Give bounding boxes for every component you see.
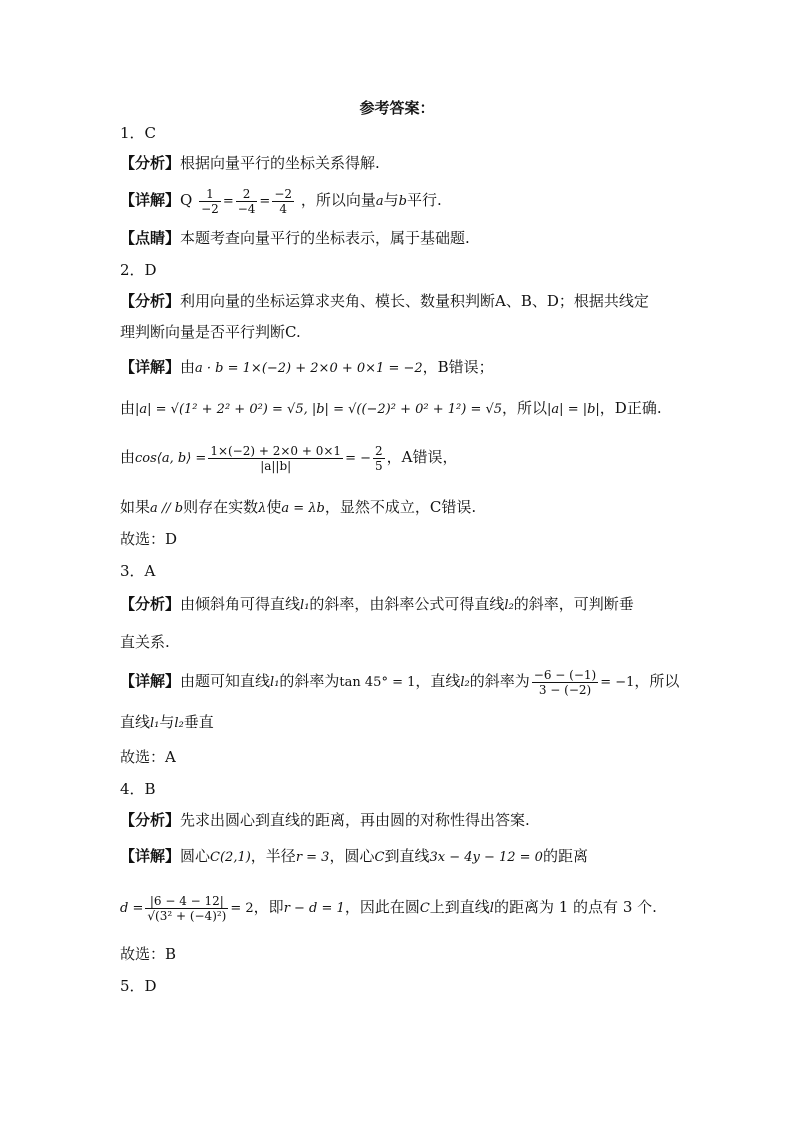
q5-number: 5．D [120,977,157,995]
q3-l2-l1: l₁ [150,716,160,731]
q1-detail-tag: 【详解】 [120,191,181,209]
q1-point-tag: 【点睛】 [120,229,181,247]
q3-d-l2: l₂ [460,675,470,690]
q2-cos-eq: = − [345,451,371,466]
q2-analysis-line2: 理判断向量是否平行判断C. [120,323,301,341]
q3-d-c: ，直线 [415,672,461,690]
q4-detail-line1 [120,846,588,868]
q3-detail-tag: 【详解】 [120,672,181,690]
q3-l2-l2: l₂ [174,716,184,731]
q4-c: C [374,850,385,865]
q2-analysis-tag: 【分析】 [120,292,181,310]
q1-point [120,228,470,248]
q2-dot-product: a · b = 1×(−2) + 2×0 + 0×1 = −2 [195,361,423,376]
q2-d3-post: ，A错误， [386,448,458,466]
q1-frac-1: $\frac{1}{-2}$ [201,186,219,216]
q3-analysis-line1 [120,594,634,616]
q3-l2-c: 垂直 [183,713,214,731]
q3-d-d: 的斜率为 [469,672,530,690]
q3-analysis-tag: 【分析】 [120,595,181,613]
q2-d4-mid: 则存在实数 [183,498,259,516]
q2-d3-pre: 由 [120,448,136,466]
q3-tan: tan 45° = 1 [339,675,416,690]
q2-cos-value: $\frac{2}{5}$ [375,443,383,473]
q3-d-b: 的斜率为 [279,672,340,690]
q4-center: C(2,1) [210,850,251,865]
q2-d4-pre: 如果 [120,498,151,516]
q4-d-a: 圆心 [180,847,211,865]
q1-parallel: 平行. [406,191,442,209]
q4-dist-frac: $\frac{|6 - 4 - 12|}{\text{√(3² + (−4)²)}}$ [147,893,227,923]
q4-choice: 故选：B [120,945,177,963]
q3-detail-line1 [120,666,679,698]
q2-d2-pre: 由 [120,399,136,417]
q1-number: 1．C [120,124,157,142]
q2-d2-post: ，D正确. [599,399,662,417]
q2-d4-post: ，显然不成立，C错误. [324,498,477,516]
q3-l1: l₁ [300,598,310,613]
q4-c2: C [419,901,430,916]
q2-lambda: λ [258,501,267,516]
q4-radius: r = 3 [295,850,330,865]
q2-analysis-text1: 利用向量的坐标运算求夹角、模长、数量积判断A、B、D；根据共线定 [180,292,649,310]
q4-analysis [120,810,530,830]
q1-analysis-text: 根据向量平行的坐标关系得解. [180,154,380,172]
q2-cos-frac: $\frac{1\times(-2) + 2\times 0 + 0\times 1}{|a||b|}$ [210,443,342,473]
page-title: 参考答案： [359,99,435,117]
q4-dist-lhs: d = [120,901,144,916]
q1-detail-post: ，所以向量 [300,191,376,209]
q4-d-d: 到直线 [384,847,430,865]
q4-analysis-text: 先求出圆心到直线的距离，再由圆的对称性得出答案. [180,811,530,829]
q3-analysis-line2: 直关系. [120,633,170,651]
q4-analysis-tag: 【分析】 [120,811,181,829]
q1-vec-b: b [398,194,407,209]
q2-d4-mid2: 使 [266,498,282,516]
q2-scalar-mult: a = λb [281,501,325,516]
q3-detail-line2 [120,712,214,734]
q1-since-symbol: Q [180,191,193,209]
q2-magnitudes: |a| = √(1² + 2² + 0²) = √5, |b| = √((−2)² + 0² + 1²) = √5 [135,402,503,417]
q4-number: 4．B [120,780,156,798]
q3-slope-eq: = −1 [600,675,635,690]
q1-detail: 【详解】Q $\frac{1}{-2}$ = $\frac{2}{-4}$ = $\frac{-2}{4}$ ，所以向量a与b平行. [120,186,442,216]
q2-detail-line4 [120,497,476,519]
q4-d-g: ，因此在圆 [344,898,420,916]
q3-an-c: 的斜率，可判断垂 [513,595,634,613]
q1-vec-a: a [375,194,384,209]
q4-d-e: 的距离 [542,847,588,865]
q2-d1-pre: 由 [180,358,196,376]
q2-detail-line2 [120,398,662,420]
q4-rd: r − d = 1 [283,901,345,916]
q3-d-e: ，所以 [634,672,680,690]
q4-d-c: ，圆心 [329,847,375,865]
q3-an-b: 的斜率，由斜率公式可得直线 [309,595,505,613]
q3-l2-a: 直线 [120,713,151,731]
q3-l2-b: 与 [159,713,175,731]
q4-d-b: ，半径 [250,847,296,865]
q1-and: 与 [383,191,399,209]
q2-cos-lhs: cos⟨a, b⟩ = [135,451,207,466]
q4-d-i: 的距离为 1 的点有 3 个. [493,898,657,916]
q1-frac-3: $\frac{-2}{4}$ [274,186,293,216]
q4-dist-eq: = 2 [230,901,254,916]
q2-parallel-cond: a // b [150,501,184,516]
q2-detail-line3 [120,440,457,476]
q3-d-a: 由题可知直线 [180,672,271,690]
q3-number: 3．A [120,562,156,580]
q3-slope-frac: $\frac{-6 - (-1)}{3 - (-2)}$ [533,667,597,697]
q4-line-eq: 3x − 4y − 12 = 0 [429,850,543,865]
q1-point-text: 本题考查向量平行的坐标表示，属于基础题. [180,229,470,247]
q2-detail-line1 [120,357,494,379]
q2-analysis-line1 [120,291,649,311]
q4-d-h: 上到直线 [429,898,490,916]
q2-d1-post: ，B错误； [422,358,494,376]
q2-equal-magnitudes: |a| = |b| [547,402,600,417]
q3-l2: l₂ [504,598,514,613]
q2-choice: 故选：D [120,530,178,548]
q1-analysis-tag: 【分析】 [120,154,181,172]
q1-analysis [120,153,380,173]
q3-d-l1: l₁ [270,675,280,690]
q2-d2-mid: ，所以 [502,399,548,417]
q4-d-f: ，即 [253,898,284,916]
q3-choice: 故选：A [120,748,176,766]
q2-number: 2．D [120,261,157,279]
q4-l: l [489,901,494,916]
q4-detail-tag: 【详解】 [120,847,181,865]
q3-an-a: 由倾斜角可得直线 [180,595,301,613]
q4-detail-line2 [120,888,657,928]
q1-frac-2: $\frac{2}{-4}$ [237,186,256,216]
q2-detail-tag: 【详解】 [120,358,181,376]
